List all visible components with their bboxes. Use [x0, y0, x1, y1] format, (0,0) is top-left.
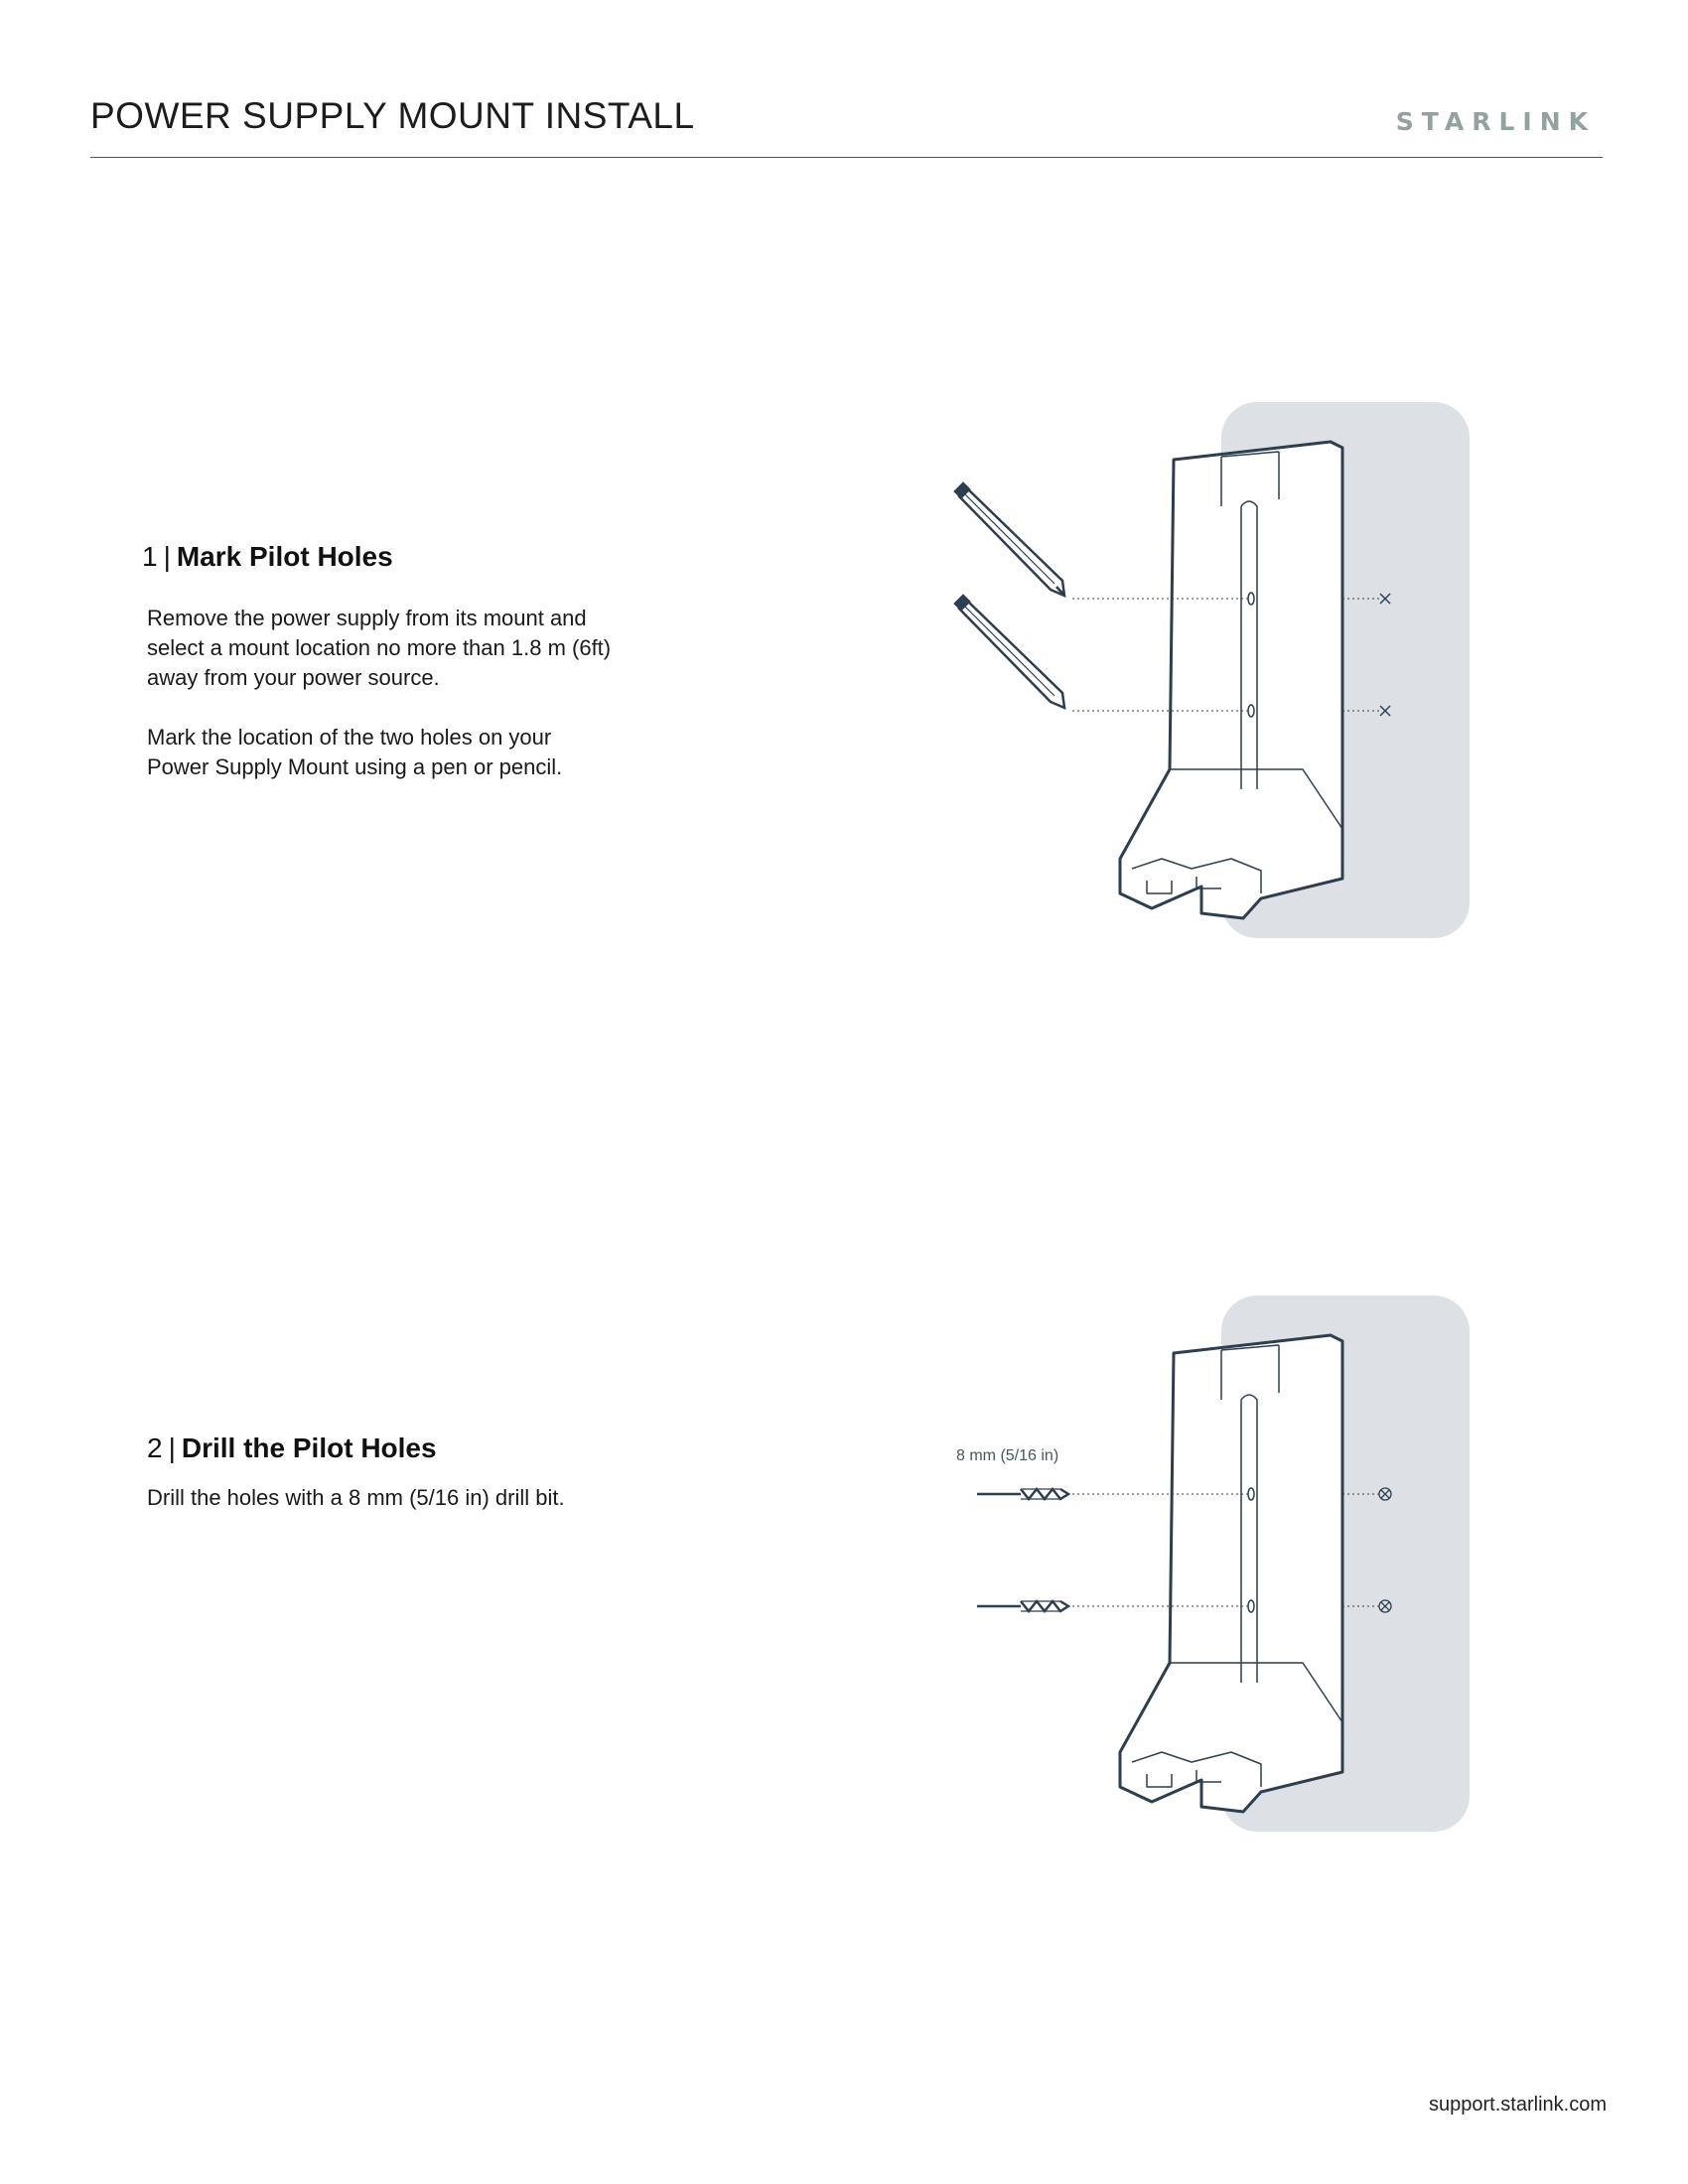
- footer-support-link[interactable]: support.starlink.com: [1429, 2094, 1607, 2116]
- step-title: Mark Pilot Holes: [176, 541, 393, 572]
- mark-pilot-holes-illustration: [933, 392, 1489, 948]
- step-2-paragraph-1: Drill the holes with a 8 mm (5/16 in) drill bit.: [147, 1485, 565, 1510]
- drill-pilot-holes-illustration: [933, 1286, 1489, 1842]
- step-1-heading: [142, 541, 393, 573]
- brand-logo: STARLINK: [1395, 107, 1596, 136]
- power-supply-mount: [1120, 1335, 1342, 1812]
- step-number: 2: [147, 1433, 163, 1463]
- drill-bit-icon: [977, 1601, 1068, 1611]
- step-1-paragraph-1: Remove the power supply from its mount and select a mount location no more than 1.8 m (6ft) away from your power source.: [147, 606, 612, 690]
- step-2-heading: [147, 1433, 437, 1464]
- header-divider: [90, 157, 1603, 158]
- page-title: POWER SUPPLY MOUNT INSTALL: [90, 95, 695, 136]
- pencil-icon: [955, 596, 1064, 708]
- step-number: 1: [142, 541, 158, 572]
- drill-bit-icon: [977, 1489, 1068, 1499]
- step-1-paragraph-2: Mark the location of the two holes on your Power Supply Mount using a pen or pencil.: [147, 725, 563, 779]
- step-2-body: [147, 1483, 703, 1543]
- step-separator: |: [168, 1433, 176, 1463]
- step-separator: |: [163, 541, 171, 572]
- step-1-body: [147, 604, 703, 812]
- pencil-icon: [955, 483, 1064, 596]
- drill-bit-size-label: 8 mm (5/16 in): [956, 1447, 1059, 1464]
- power-supply-mount: [1120, 442, 1342, 918]
- step-title: Drill the Pilot Holes: [181, 1433, 437, 1463]
